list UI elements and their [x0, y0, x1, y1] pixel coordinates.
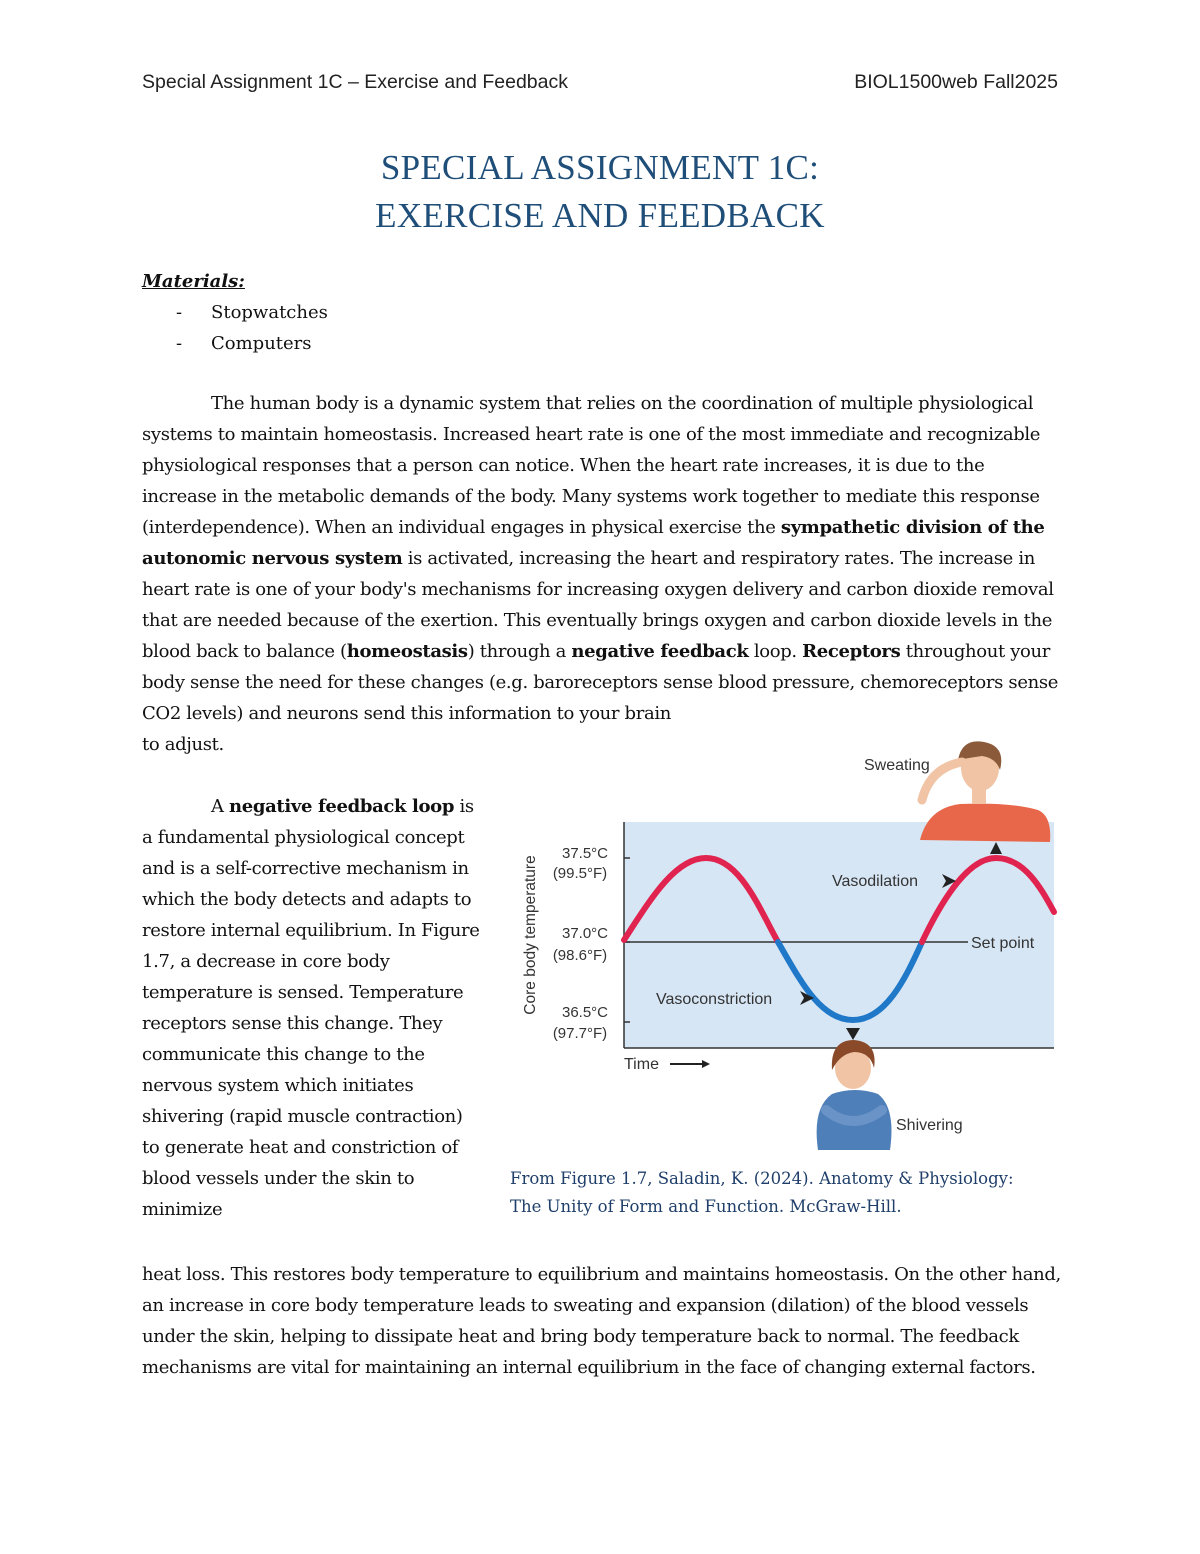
bold-term: negative feedback loop	[229, 796, 455, 817]
y-axis-label: Core body temperature	[522, 855, 539, 1015]
paragraph-intro	[142, 388, 1062, 760]
set-point-label: Set point	[971, 935, 1035, 952]
bold-term: negative feedback	[571, 641, 749, 662]
text-run: The human body is a dynamic system that relies on the coordination of multiple physiological systems to maintain homeostasis. Increased heart rate is one of the most immediate and recognizable physiological responses that a person can notice. When the heart rate increases, it is due to the increase in the metabolic demands of the body. Many systems work together to mediate this response (interdependence). When an individual engages in physical exercise the	[142, 393, 1041, 538]
text-run: ) through a	[467, 641, 572, 662]
time-label: Time	[624, 1056, 659, 1073]
tick-label: (98.6°F)	[552, 947, 608, 964]
paragraph-conclusion: heat loss. This restores body temperature to equilibrium and maintains homeostasis. On the other hand, an increase in core body temperature leads to sweating and expansion (dilation) of the blood vessels under the skin, helping to dissipate heat and bring body temperature back to normal. The feedback mechanisms are vital for maintaining an internal equilibrium in the face of changing external factors.	[142, 1264, 1061, 1378]
list-item: - Stopwatches	[142, 297, 328, 328]
tick-label: 36.5°C	[561, 1004, 609, 1021]
text-run: is activated, increasing the heart and respiratory rates. The increase in heart rate is one of your body's mechanisms for increasing oxygen delivery and carbon dioxide removal that are needed because of the exertion. This eventually brings oxygen and carbon dioxide levels in the blood back to balance (	[142, 548, 1054, 662]
bold-term: sympathetic division of the autonomic nervous system	[142, 517, 1045, 569]
caption-line-1: From Figure 1.7, Saladin, K. (2024). Anatomy & Physiology:	[510, 1169, 1014, 1188]
tick-label: 37.0°C	[561, 925, 609, 942]
tick-label: (97.7°F)	[552, 1025, 608, 1042]
materials-section	[142, 266, 328, 359]
header-right: BIOL1500web Fall2025	[854, 71, 1058, 93]
shivering-person-icon	[817, 1040, 892, 1150]
list-item: - Computers	[142, 328, 328, 359]
title-line-2: EXERCISE AND FEEDBACK	[375, 196, 825, 235]
text-run: A	[211, 796, 230, 817]
caption-line-2: The Unity of Form and Function. McGraw-Hill.	[510, 1197, 902, 1216]
tick-label: 37.5°C	[561, 845, 609, 862]
text-run: to adjust.	[142, 734, 224, 755]
text-run: loop.	[748, 641, 803, 662]
materials-list	[142, 297, 328, 359]
paragraph-negative-feedback	[142, 791, 482, 1225]
figure-caption	[510, 1165, 1070, 1221]
sweating-label: Sweating	[864, 757, 930, 774]
bold-term: homeostasis	[346, 641, 468, 662]
sweating-person-icon	[920, 741, 1050, 842]
vasoconstriction-label: Vasoconstriction	[656, 991, 773, 1008]
bold-term: Receptors	[802, 641, 901, 662]
text-run: throughout your body sense the need for these changes (e.g. baroreceptors sense blood pressure, chemoreceptors sense CO2 levels) and neurons send this information to your brain	[142, 641, 1059, 724]
page-title	[0, 144, 1200, 240]
vasodilation-label: Vasodilation	[832, 873, 918, 890]
thermoregulation-figure	[510, 740, 1060, 1160]
header-left: Special Assignment 1C – Exercise and Feedback	[142, 71, 568, 93]
materials-heading: Materials:	[142, 271, 245, 292]
title-line-1: SPECIAL ASSIGNMENT 1C:	[380, 148, 820, 187]
text-run: is a fundamental physiological concept and is a self-corrective mechanism in which the body detects and adapts to restore internal equilibrium. In Figure 1.7, a decrease in core body temperature is sensed. Temperature receptors sense this change. They communicate this change to the nervous system which initiates shivering (rapid muscle contraction) to generate heat and constriction of blood vessels under the skin to minimize	[142, 796, 480, 1220]
shivering-label: Shivering	[896, 1117, 963, 1134]
tick-label: (99.5°F)	[552, 865, 608, 882]
